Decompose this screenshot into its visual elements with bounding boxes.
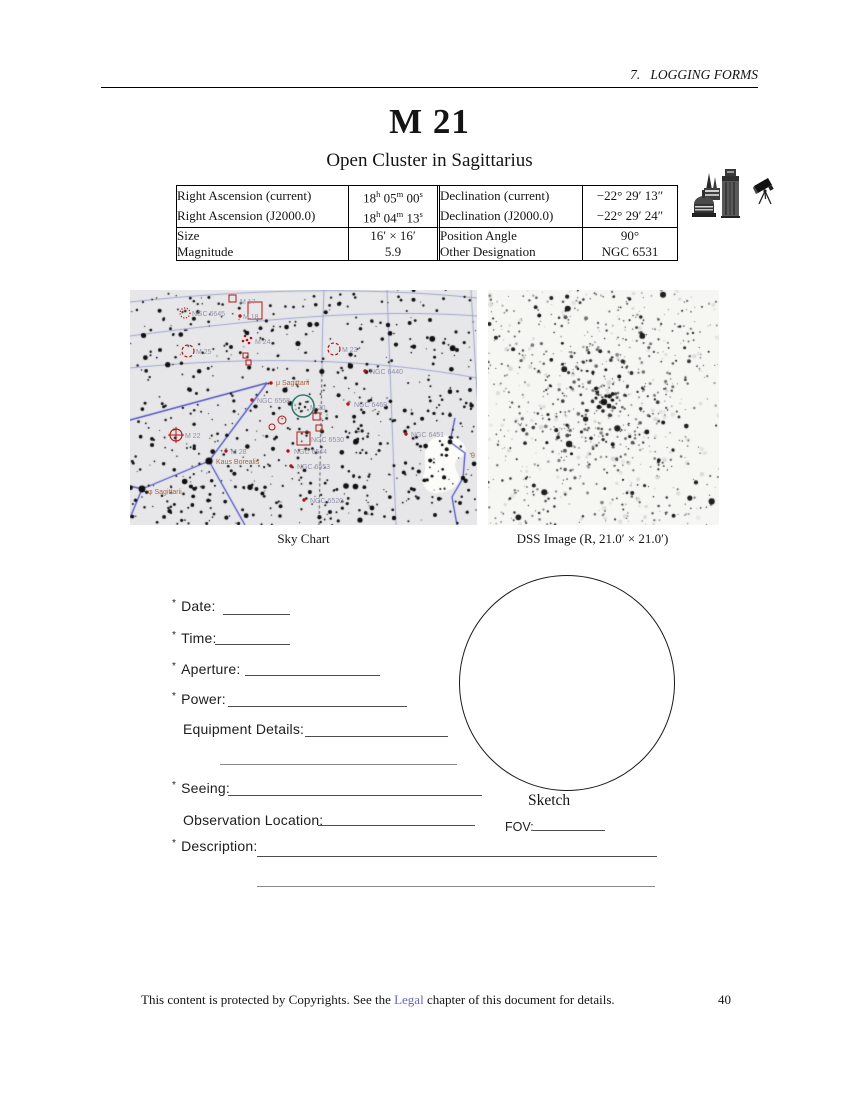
red-cluster-marker — [250, 337, 253, 340]
sky-chart-object-label: NGC 6530 — [311, 437, 345, 444]
red-square-marker — [297, 432, 310, 445]
ra-j2000-label: Right Ascension (J2000.0) — [177, 206, 349, 227]
red-dashed-circle-marker — [328, 343, 340, 355]
sky-chart-object-label: NGC 6440 — [370, 369, 404, 376]
required-marker: * — [172, 691, 177, 702]
size-label: Size — [177, 228, 349, 244]
magnitude-label: Magnitude — [177, 244, 349, 260]
sky-chart-object-label: θ — [471, 453, 475, 460]
red-circle-marker — [278, 416, 286, 424]
date-field-label: * Date: — [172, 598, 216, 614]
red-object-marker — [238, 314, 241, 317]
red-square-marker — [316, 425, 322, 431]
sky-chart-object-label: M 28 — [231, 449, 247, 456]
red-square-marker — [229, 295, 236, 302]
date-field-line — [223, 613, 290, 615]
position-angle-label: Position Angle — [440, 228, 583, 244]
sky-chart-object-label: NGC 6568 — [257, 398, 291, 405]
ra-current-label: Right Ascension (current) — [177, 186, 349, 206]
small-telescope-icon — [753, 177, 779, 210]
object-subtitle: Open Cluster in Sagittarius — [326, 150, 533, 171]
copyright-footer — [141, 992, 615, 1008]
dss-image-caption: DSS Image (R, 21.0′ × 21.0′) — [516, 531, 669, 546]
magnitude-value: 5.9 — [349, 244, 440, 260]
position-angle-value: 90° — [620, 227, 640, 243]
red-circle-marker — [269, 424, 275, 430]
red-object-marker — [269, 381, 272, 384]
sky-chart-object-label: M 23 — [342, 347, 358, 354]
sky-chart-object-label: NGC 6520 — [310, 498, 344, 505]
sky-chart-object-label: M 18 — [243, 314, 259, 321]
required-marker: * — [172, 661, 177, 672]
header-rule — [101, 87, 758, 88]
other-designation-value: NGC 6531 — [601, 243, 659, 259]
ra-current-value: 18$^h$ 05$^m$ 00$^s$ — [349, 186, 440, 206]
sky-chart-object-label: φ Sagittarii — [148, 489, 182, 496]
required-marker: * — [172, 838, 177, 849]
red-cluster-marker — [246, 339, 249, 342]
sky-chart-object-label: NGC 6544 — [294, 449, 328, 456]
red-object-marker — [404, 432, 407, 435]
power-field-label: * Power: — [172, 691, 226, 707]
sketch-label: Sketch — [528, 792, 571, 809]
dec-current-value: −22° 29′ 13″ — [596, 188, 664, 204]
sky-chart-object-label: M 17 — [240, 299, 256, 306]
sky-chart-caption: Sky Chart — [277, 531, 330, 546]
red-square-marker — [246, 360, 251, 365]
legal-link[interactable]: Legal — [394, 992, 424, 1007]
sky-chart-figure — [130, 290, 477, 525]
dec-current-label: Declination (current) — [440, 186, 583, 206]
fov-line — [533, 829, 605, 831]
sky-chart-object-label: Kaus Borealis — [216, 459, 260, 466]
sky-chart-object-label: NGC 6553 — [297, 464, 331, 471]
red-object-marker — [302, 498, 305, 501]
red-object-marker — [286, 449, 289, 452]
dec-j2000-label: Declination (J2000.0) — [440, 206, 583, 227]
description-field-label: * Description: — [172, 838, 258, 854]
red-dashed-circle-marker — [182, 345, 194, 357]
fov-label: FOV: — [505, 820, 534, 834]
seeing-field-label: * Seeing: — [172, 780, 230, 796]
red-square-marker — [313, 413, 320, 420]
dss-image-figure — [488, 290, 719, 525]
aperture-field-line — [245, 674, 380, 676]
red-object-marker — [363, 369, 366, 372]
description-field-line-2 — [257, 885, 655, 887]
sky-chart-object-label: NGC 6469 — [354, 402, 388, 409]
dec-j2000-value: −22° 29′ 24″ — [583, 206, 677, 227]
object-info-table — [176, 185, 678, 261]
city-skyline-icon — [692, 168, 748, 223]
seeing-field-line — [228, 794, 482, 796]
sky-chart-overlay — [130, 290, 477, 525]
size-value: 16′ × 16′ — [349, 228, 440, 244]
time-field-line — [215, 643, 290, 645]
observation-location-line — [318, 824, 475, 826]
object-title: M 21 — [389, 102, 470, 141]
red-cluster-marker — [248, 342, 251, 345]
sky-chart-object-label: M 20 — [310, 405, 326, 412]
chapter-header: 7. LOGGING FORMS — [630, 67, 758, 82]
time-field-label: * Time: — [172, 630, 217, 646]
sky-chart-object-label: M 22 — [185, 433, 201, 440]
required-marker: * — [172, 780, 177, 791]
ra-j2000-value: 18$^h$ 04$^m$ 13$^s$ — [349, 206, 440, 227]
red-object-marker — [250, 398, 253, 401]
observation-location-label: Observation Location: — [183, 812, 324, 828]
required-marker: * — [172, 598, 177, 609]
dss-image-canvas — [488, 290, 719, 525]
red-cluster-marker — [244, 335, 247, 338]
sky-chart-object-label: μ Sagittarii — [276, 380, 310, 387]
sky-chart-object-label: NGC 6451 — [411, 432, 445, 439]
page-number: 40 — [718, 992, 731, 1007]
sky-chart-object-label: NGC 6645 — [192, 311, 226, 318]
footer-text-before: This content is protected by Copyrights. See the — [141, 992, 395, 1007]
red-dotted-circle-marker — [180, 308, 190, 318]
description-field-line — [257, 855, 657, 857]
red-cluster-marker — [242, 340, 245, 343]
power-field-line — [228, 705, 407, 707]
red-square-marker — [243, 353, 248, 358]
required-marker: * — [172, 630, 177, 641]
sky-chart-object-label: M 24 — [255, 339, 271, 346]
equipment-details-line — [305, 735, 448, 737]
red-object-marker — [289, 464, 292, 467]
sky-chart-object-label: M 25 — [196, 349, 212, 356]
other-designation-label: Other Designation — [440, 244, 583, 260]
red-object-marker — [224, 449, 227, 452]
footer-text-after: chapter of this document for details. — [423, 992, 615, 1007]
equipment-details-label: Equipment Details: — [183, 721, 305, 737]
aperture-field-label: * Aperture: — [172, 661, 241, 677]
red-object-marker — [346, 402, 349, 405]
sketch-circle — [459, 575, 675, 791]
equipment-details-line-2 — [220, 763, 457, 765]
